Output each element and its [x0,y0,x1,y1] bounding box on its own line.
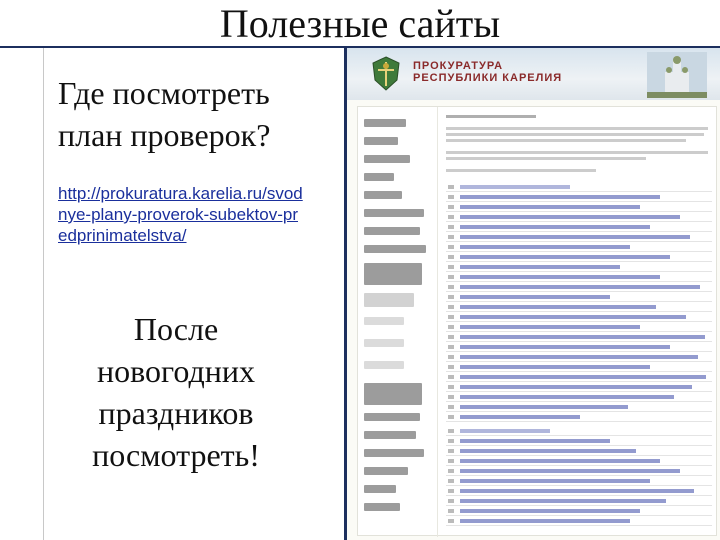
content-text [446,151,708,154]
nav-item[interactable] [364,449,424,457]
table-row [446,497,712,506]
url-link[interactable]: http://prokuratura.karelia.ru/svodnye-plany-proverok-subektov-predprinimatelstva/ [58,184,303,245]
site-title-line2: РЕСПУБЛИКИ КАРЕЛИЯ [413,72,563,84]
row-number [448,429,454,433]
reminder-text: После новогодних праздников посмотреть! [92,311,260,473]
row-link[interactable] [460,295,610,299]
row-link[interactable] [460,245,630,249]
question-text: Где посмотреть план проверок? [58,75,271,153]
table-row [446,223,712,232]
site-title-line1: ПРОКУРАТУРА [413,60,504,72]
row-link[interactable] [460,449,636,453]
row-number [448,415,454,419]
row-link[interactable] [460,285,700,289]
row-number [448,345,454,349]
table-row [446,243,712,252]
nav-item[interactable] [364,137,398,145]
site-nav [358,107,438,537]
row-link[interactable] [460,315,686,319]
nav-item[interactable] [364,245,426,253]
table-row [446,253,712,262]
row-number [448,449,454,453]
row-link[interactable] [460,489,694,493]
table-row [446,333,712,342]
left-margin-rule [43,48,44,540]
row-number [448,275,454,279]
row-link[interactable] [460,469,680,473]
table-row [446,373,712,382]
row-number [448,195,454,199]
nav-item[interactable] [364,431,416,439]
website-screenshot [344,48,720,540]
table-row [446,383,712,392]
row-number [448,405,454,409]
row-link[interactable] [460,265,620,269]
row-link[interactable] [460,479,650,483]
row-link[interactable] [460,439,610,443]
row-number [448,265,454,269]
table-row [446,233,712,242]
row-link[interactable] [460,459,660,463]
table-row [446,477,712,486]
table-row [446,203,712,212]
row-link[interactable] [460,499,666,503]
table-row [446,457,712,466]
slide-title: Полезные сайты [219,1,501,46]
content-text [446,157,646,160]
nav-item[interactable] [364,173,394,181]
row-number [448,285,454,289]
table-row [446,447,712,456]
row-link[interactable] [460,195,660,199]
site-title [413,60,562,84]
nav-item[interactable] [364,485,396,493]
table-row [446,507,712,516]
table-row [446,363,712,372]
table-row [446,293,712,302]
row-number [448,225,454,229]
row-number [448,385,454,389]
row-link[interactable] [460,205,640,209]
row-link[interactable] [460,275,660,279]
row-link[interactable] [460,509,640,513]
row-link[interactable] [460,215,680,219]
row-number [448,365,454,369]
row-number [448,335,454,339]
table-row [446,263,712,272]
row-number [448,395,454,399]
row-link[interactable] [460,235,690,239]
church-icon [647,52,707,98]
table-row [446,273,712,282]
nav-item[interactable] [364,191,402,199]
table-row [446,427,712,436]
row-number [448,519,454,523]
nav-item[interactable] [364,503,400,511]
row-link[interactable] [460,519,630,523]
nav-subitem[interactable] [364,293,414,307]
table-row [446,487,712,496]
nav-item[interactable] [364,263,422,285]
row-link[interactable] [460,405,628,409]
content-text [446,139,686,142]
row-number [448,469,454,473]
row-number [448,459,454,463]
row-number [448,375,454,379]
row-link[interactable] [460,335,705,339]
content-heading [446,115,536,118]
nav-item[interactable] [364,383,422,405]
nav-subitem[interactable] [364,361,404,369]
content-text [446,133,704,136]
nav-subitem[interactable] [364,339,404,347]
table-row [446,283,712,292]
row-number [448,439,454,443]
table-row [446,343,712,352]
table-row [446,323,712,332]
nav-item[interactable] [364,155,410,163]
prosecutor-emblem-icon [365,54,407,94]
row-number [448,215,454,219]
row-number [448,315,454,319]
row-number [448,509,454,513]
table-row [446,183,712,192]
row-link[interactable] [460,325,640,329]
table-row [446,213,712,222]
row-link[interactable] [460,225,650,229]
row-number [448,489,454,493]
nav-item[interactable] [364,227,420,235]
row-number [448,255,454,259]
table-row [446,403,712,412]
row-link[interactable] [460,365,650,369]
row-link[interactable] [460,255,670,259]
row-link[interactable] [460,395,674,399]
table-row [446,303,712,312]
nav-item[interactable] [364,413,420,421]
table-row [446,353,712,362]
site-header [347,48,720,100]
row-number [448,479,454,483]
table-row [446,393,712,402]
row-number [448,245,454,249]
row-link[interactable] [460,385,692,389]
row-link[interactable] [460,355,698,359]
site-content [446,113,712,533]
nav-item[interactable] [364,467,408,475]
row-number [448,295,454,299]
table-row [446,413,712,422]
row-link[interactable] [460,345,670,349]
table-row [446,467,712,476]
table-row [446,313,712,322]
row-link[interactable] [460,305,656,309]
row-number [448,235,454,239]
row-number [448,205,454,209]
row-number [448,185,454,189]
nav-item[interactable] [364,119,406,127]
row-number [448,355,454,359]
table-row [446,437,712,446]
row-text [460,429,550,433]
content-text [446,169,596,172]
site-page [357,106,717,536]
table-row [446,517,712,526]
row-number [448,305,454,309]
row-link[interactable] [460,415,580,419]
table-row [446,193,712,202]
row-number [448,499,454,503]
row-link[interactable] [460,375,706,379]
row-text [460,185,570,189]
content-text [446,127,708,130]
row-number [448,325,454,329]
nav-item[interactable] [364,209,424,217]
nav-subitem[interactable] [364,317,404,325]
